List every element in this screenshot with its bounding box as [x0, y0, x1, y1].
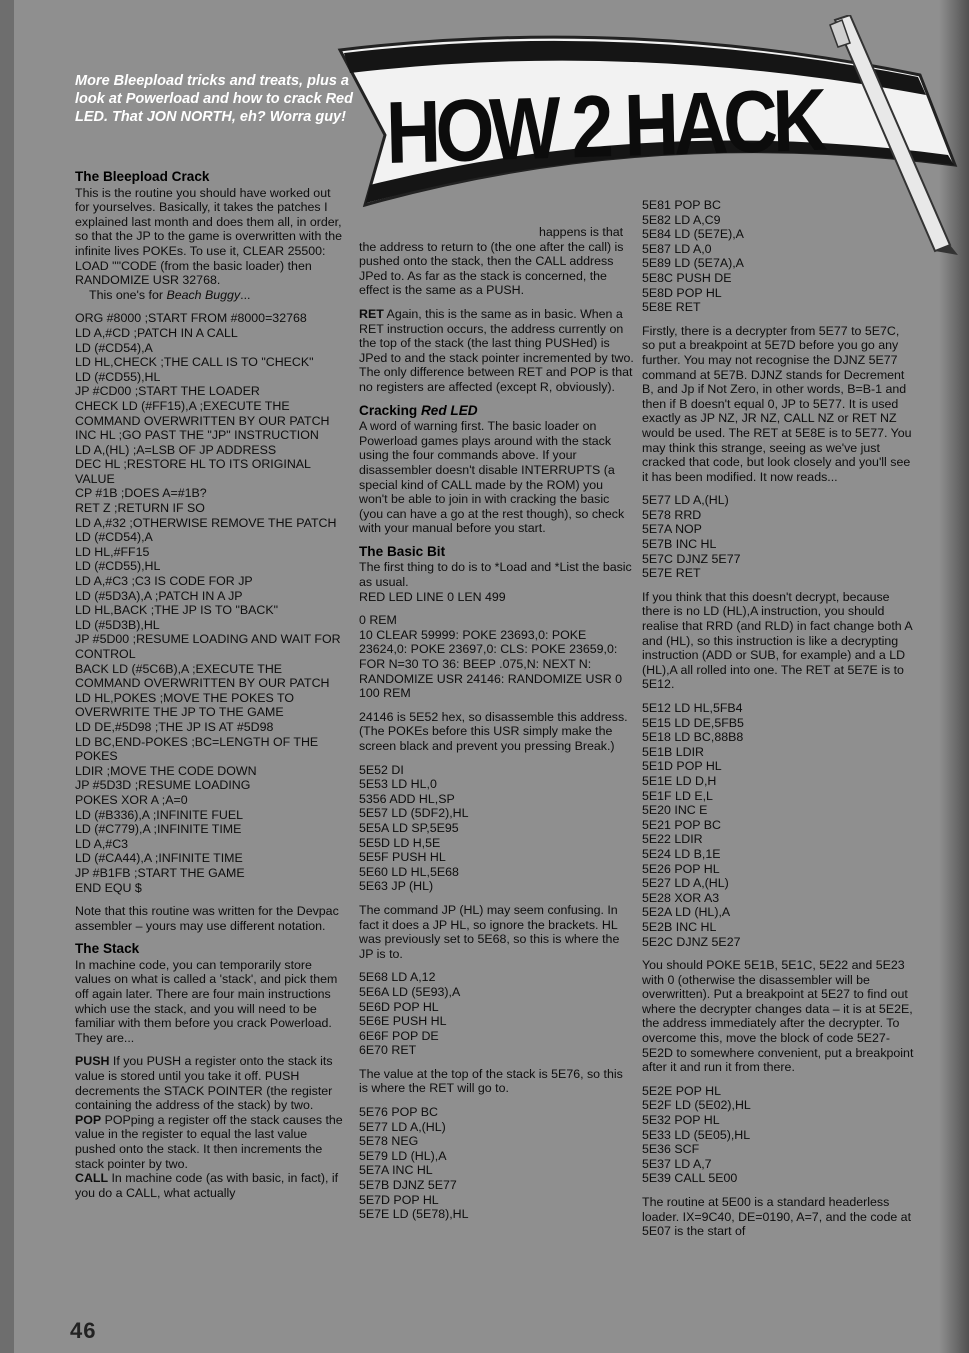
code-listing: 5E2E POP HL 5E2F LD (5E02),HL 5E32 POP HL 5E33 LD (5E05),HL 5E36 SCF 5E37 LD A,7 5E39 CALL 5E00 — [642, 1083, 751, 1186]
paragraph: CALL In machine code (as with basic, in fact), if you do a CALL, what actually — [75, 1171, 339, 1200]
code-listing: 5E77 LD A,(HL) 5E78 RRD 5E7A NOP 5E7B INC HL 5E7C DJNZ 5E77 5E7E RET — [642, 493, 741, 581]
paragraph: If you think that this doesn't decrypt, because there is no LD (HL),A instruction, you should realise that RRD (and RLD) in fact change both A and (HL), so this instruction is like a decrypting instruction (ADD or SUB, for example) and a LD (HL),A all rolled into one. The RET at 5E7E is to 5E12. — [642, 589, 912, 692]
code-listing: 5E76 POP BC 5E77 LD A,(HL) 5E78 NEG 5E79 LD (HL),A 5E7A INC HL 5E7B DJNZ 5E77 5E7D POP HL 5E7E LD (5E78),HL — [359, 1105, 469, 1222]
paragraph: RET Again, this is the same as in basic. When a RET instruction occurs, the address currently on the top of the stack (the last thing PUSHed) is JPed to and the stack pointer incremented by two. The only difference between RET and POP is that no registers are affected (except R, obviously). — [359, 306, 634, 394]
code-listing: 5E81 POP BC 5E82 LD A,C9 5E84 LD (5E7E),A 5E87 LD A,0 5E89 LD (5E7A),A 5E8C PUSH DE 5E8D POP HL 5E8E RET — [642, 198, 744, 315]
page-number: 46 — [70, 1318, 97, 1343]
code-listing: ORG #8000 ;START FROM #8000=32768 LD A,#CD ;PATCH IN A CALL LD (#CD54),A LD HL,CHECK ;THE CALL IS TO "CHECK" LD (#CD55),HL JP #CD00 ;START THE LOADER CHECK LD (#FF15),A ;EXECUTE THE COMMAND OVERWRITTEN BY OUR PATCH INC HL ;GO PAST THE "JP" INSTRUCTION LD A,(HL) ;A=LSB OF JP ADDRESS DEC HL ;RESTORE HL TO ITS ORIGINAL VALUE CP #1B ;DOES A=#1B? RET Z ;RETURN IF SO LD A,#32 ;OTHERWISE REMOVE THE PATCH LD (#CD54),A LD HL,#FF15 LD (#CD55),HL LD A,#C3 ;C3 IS CODE FOR JP LD (#5D3A),A ;PATCH IN A JP LD HL,BACK ;THE JP IS TO "BACK" LD (#5D3B),HL JP #5D00 ;RESUME LOADING AND WAIT FOR CONTROL BACK LD (#5C6B),A ;EXECUTE THE COMMAND OVERWRITTEN BY OUR PATCH LD HL,POKES ;MOVE THE POKES TO OVERWRITE THE JP TO THE GAME LD DE,#5D98 ;THE JP IS AT #5D98 LD BC,END-POKES ;BC=LENGTH OF THE POKES LDIR ;MOVE THE CODE DOWN JP #5D3D ;RESUME LOADING POKES XOR A ;A=0 LD (#B336),A ;INFINITE FUEL LD (#C779),A ;INFINITE TIME LD A,#C3 LD (#CA44),A ;INFINITE TIME JP #B1FB ;START THE GAME END EQU $ — [75, 311, 341, 895]
heading-bleepload-crack: The Bleepload Crack — [75, 169, 210, 184]
paragraph: 24146 is 5E52 hex, so disassemble this address. (The POKEs before this USR simply make the screen black and prevent you pressing Break.) — [359, 709, 628, 753]
paragraph: Note that this routine was written for the Devpac assembler – yours may use different notation. — [75, 904, 339, 933]
paragraph: happens is that the address to return to (the one after the call) is pushed onto the stack, then the CALL address JPed to. As far as the stack is concerned, the effect is the same as a PUSH. — [359, 225, 624, 298]
code-listing: RED LED LINE 0 LEN 499 — [359, 589, 506, 604]
paragraph: The command JP (HL) may seem confusing. In fact it does a JP HL, so ignore the brackets. HL was previously set to 5E68, so this is where the JP is to. — [359, 902, 620, 961]
paragraph: This one's for Beach Buggy... — [89, 287, 251, 302]
heading-cracking-red-led: Cracking Red LED — [359, 402, 478, 418]
column-3 — [642, 198, 914, 1248]
page-binding-edge — [0, 0, 14, 1353]
paragraph: The value at the top of the stack is 5E76, so this is where the RET will go to. — [359, 1066, 623, 1096]
paragraph: A word of warning first. The basic loader on Powerload games plays around with the stack using the four commands above. If your disassembler doesn't disable INTERRUPTS (a special kind of CALL made by the ROM) you won't be able to join in with cracking the basic (you can have a go at the rest though), so check with your manual before you start. — [359, 419, 625, 536]
code-listing: 5E12 LD HL,5FB4 5E15 LD DE,5FB5 5E18 LD BC,88B8 5E1B LDIR 5E1D POP HL 5E1E LD D,H 5E1F LD E,L 5E20 INC E 5E21 POP BC 5E22 LDIR 5E24 LD B,1E 5E26 POP HL 5E27 LD A,(HL) 5E28 XOR A3 5E2A LD (HL),A 5E2B INC HL 5E2C DJNZ 5E27 — [642, 701, 744, 949]
heading-the-stack: The Stack — [75, 941, 140, 957]
paragraph: The routine at 5E00 is a standard headerless loader. IX=9C40, DE=0190, A=7, and the code at 5E07 is the start of — [642, 1195, 912, 1239]
paragraph: This is the routine you should have worked out for yourselves. Basically, it takes the patches I explained last month and does them all, in order, so that the JP to the game is overwritten with the infinite lives POKEs. To use it, CLEAR 25500: LOAD ""CODE (from the basic loader) then RANDOMIZE USR 32768. — [75, 185, 342, 288]
column-1 — [75, 168, 345, 1209]
paragraph: The first thing to do is to *Load and *List the basic as usual. — [359, 560, 632, 590]
paragraph: POP POPping a register off the stack causes the value in the register to equal the last value pushed onto the stack. It then increments the stack pointer by two. — [75, 1112, 343, 1171]
page-title: HOW 2 HACK — [385, 69, 824, 182]
paragraph: You should POKE 5E1B, 5E1C, 5E22 and 5E23 with 0 (otherwise the disassembler will be overwritten). Put a breakpoint at 5E27 to find out where the decrypter changes data – it is at 5E2E, the address immediately after the decrypter. To overcome this, move the block of code 5E27-5E2D to somewhere convenient, put a breakpoint after it and run it from there. — [642, 958, 914, 1075]
paragraph: Firstly, there is a decrypter from 5E77 to 5E7C, so put a breakpoint at 5E7D before you go any further. You may not recognise the DJNZ 5E77 command at 5E7B. DJNZ stands for Decrement B, and Jp if Not Zero, in other words, B=B-1 and then if B doesn't equal 0, JP to 5E77. It is used exactly as JP NZ, JR NZ, CALL NZ or RET NZ would be used. The RET at 5E8E is to 5E77. You may think this strange, seeing as we've just cracked that code, but look closely and you'll see it has been modified. It now reads... — [642, 323, 912, 484]
intro-standfirst: More Bleepload tricks and treats, plus a look at Powerload and how to crack Red LED. That JON NORTH, eh? Worra guy! — [75, 73, 353, 125]
paragraph: PUSH If you PUSH a register onto the stack its value is stored until you take it off. PUSH decrements the STACK POINTER (the register containing the address of the stack) by two. — [75, 1054, 333, 1113]
code-listing: 0 REM 10 CLEAR 59999: POKE 23693,0: POKE 23624,0: POKE 23697,0: CLS: POKE 23659,0: FOR N=30 TO 36: BEEP .075,N: NEXT N: RANDOMIZE USR 24146: RANDOMIZE USR 0 100 REM — [359, 613, 623, 701]
code-listing: 5E52 DI 5E53 LD HL,0 5356 ADD HL,SP 5E57 LD (5DF2),HL 5E5A LD SP,5E95 5E5D LD H,5E 5E5F PUSH HL 5E60 LD HL,5E68 5E63 JP (HL) — [359, 762, 469, 894]
column-2 — [359, 225, 634, 1231]
heading-basic-bit: The Basic Bit — [359, 543, 446, 559]
paragraph: In machine code, you can temporarily store values on what is called a 'stack', and pick them off again later. There are four main instructions which use the stack, and you will need to be familiar with them before you crack Powerload. They are... — [75, 957, 338, 1045]
code-listing: 5E68 LD A,12 5E6A LD (5E93),A 5E6D POP HL 5E6E PUSH HL 6E6F POP DE 6E70 RET — [359, 970, 461, 1058]
